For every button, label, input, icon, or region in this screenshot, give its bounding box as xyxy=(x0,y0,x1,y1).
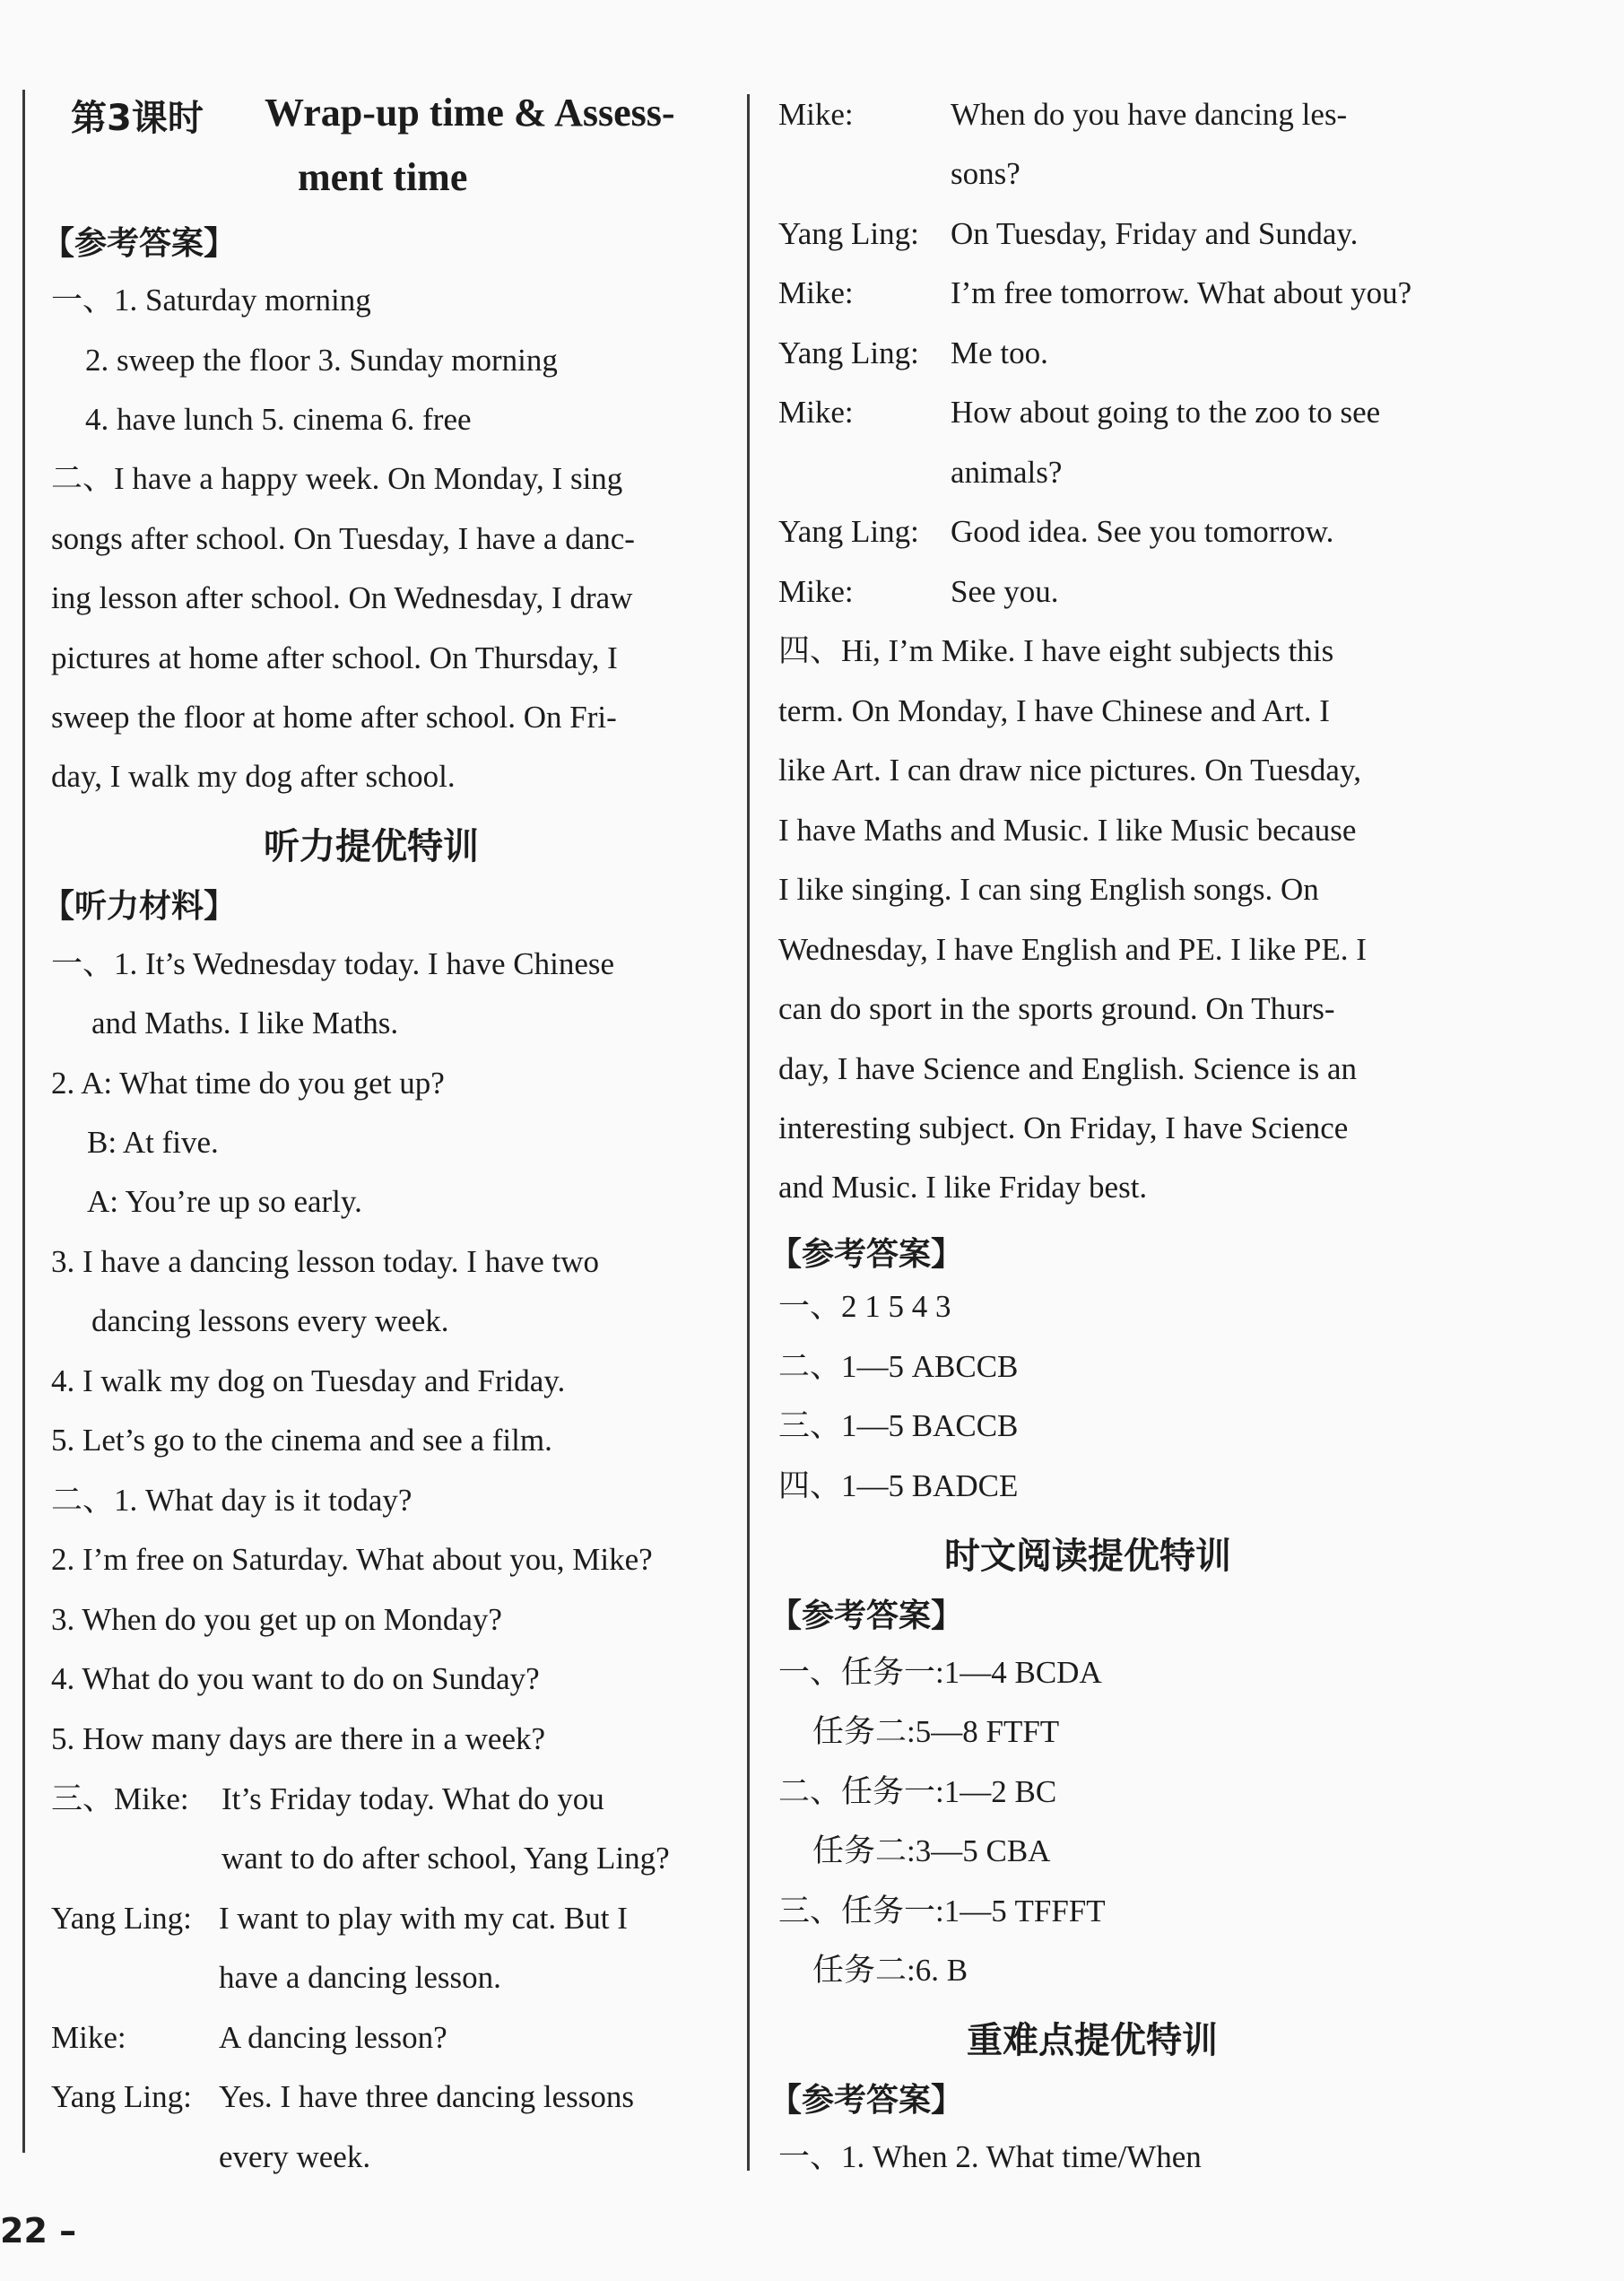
paragraph-line: day, I have Science and English. Science is an xyxy=(778,1051,1358,1086)
lesson-title-line1: Wrap-up time & Assess- xyxy=(265,91,675,135)
speaker-label: Yang Ling: xyxy=(778,514,919,549)
paragraph-line: sweep the floor at home after school. On Fri- xyxy=(51,700,617,735)
listening-line: 2. A: What time do you get up? xyxy=(51,1066,445,1101)
listening-line: 2. I’m free on Saturday. What about you, Mike? xyxy=(51,1542,653,1577)
paragraph-line: like Art. I can draw nice pictures. On Tuesday, xyxy=(778,753,1361,788)
paragraph-line: pictures at home after school. On Thursday, I xyxy=(51,640,618,675)
speaker-label: Yang Ling: xyxy=(778,216,919,251)
dialogue-line: animals? xyxy=(951,455,1063,490)
dialogue-text: Yes. I have three dancing lessons xyxy=(219,2079,635,2114)
paragraph-line: I like singing. I can sing English songs. On xyxy=(778,872,1319,907)
speaker-label: Yang Ling: xyxy=(778,335,919,370)
paragraph-line: term. On Monday, I have Chinese and Art. I xyxy=(778,693,1330,728)
lesson-title-line2: ment time xyxy=(298,155,468,199)
key-points-answers-heading: 【参考答案】 xyxy=(769,2082,964,2119)
dialogue-text: How about going to the zoo to see xyxy=(951,395,1381,430)
answer-line: 四、1—5 BADCE xyxy=(778,1468,1019,1503)
speaker-label: Mike: xyxy=(778,97,854,132)
dialogue-text: I want to play with my cat. But I xyxy=(219,1901,628,1936)
paragraph-line: ing lesson after school. On Wednesday, I draw xyxy=(51,580,633,615)
answer-line: 三、1—5 BACCB xyxy=(778,1408,1019,1443)
listening-heading: 【听力材料】 xyxy=(42,888,237,925)
paragraph-line: I have Maths and Music. I like Music because xyxy=(778,813,1357,848)
reading-section-title: 时文阅读提优特训 xyxy=(944,1536,1231,1577)
dialogue-text: When do you have dancing les- xyxy=(951,97,1348,132)
paragraph-line: day, I walk my dog after school. xyxy=(51,759,456,794)
answer-line: 二、任务一:1—2 BC xyxy=(778,1774,1057,1809)
answer-line: 任务二:6. B xyxy=(812,1953,968,1988)
reading-answers-heading: 【参考答案】 xyxy=(769,1598,964,1634)
column-divider xyxy=(747,94,750,2171)
listening-line: B: At five. xyxy=(87,1125,219,1160)
listening-line: 4. I walk my dog on Tuesday and Friday. xyxy=(51,1363,566,1398)
key-points-section-title: 重难点提优特训 xyxy=(967,2020,1218,2061)
answer-line: 二、1—5 ABCCB xyxy=(778,1349,1019,1384)
answer-line: 三、任务一:1—5 TFFFT xyxy=(778,1894,1106,1928)
dialogue-text: A dancing lesson? xyxy=(219,2020,447,2055)
paragraph-line: can do sport in the sports ground. On Thurs- xyxy=(778,991,1335,1026)
paragraph-line: 二、I have a happy week. On Monday, I sing xyxy=(51,461,623,496)
answer-line: 一、任务一:1—4 BCDA xyxy=(778,1655,1102,1690)
speaker-label: Mike: xyxy=(778,275,854,310)
dialogue-line: have a dancing lesson. xyxy=(219,1960,501,1995)
answer-line: 任务二:3—5 CBA xyxy=(812,1833,1051,1868)
answer-line: 一、2 1 5 4 3 xyxy=(778,1289,951,1324)
listening-line: 3. I have a dancing lesson today. I have two xyxy=(51,1244,600,1279)
speaker-label: Mike: xyxy=(778,395,854,430)
answers-heading: 【参考答案】 xyxy=(769,1236,964,1273)
listening-line: 5. How many days are there in a week? xyxy=(51,1721,546,1756)
page-number: 22 – xyxy=(0,2211,77,2251)
listening-line: dancing lessons every week. xyxy=(91,1303,449,1338)
answer-line: 一、1. Saturday morning xyxy=(51,283,371,318)
answer-line: 任务二:5—8 FTFT xyxy=(812,1714,1060,1749)
speaker-label: Mike: xyxy=(778,574,854,609)
paragraph-line: Wednesday, I have English and PE. I like PE. I xyxy=(778,932,1367,967)
speaker-label: Yang Ling: xyxy=(51,2079,192,2114)
paragraph-line: interesting subject. On Friday, I have Science xyxy=(778,1110,1349,1145)
listening-line: 一、1. It’s Wednesday today. I have Chinese xyxy=(51,946,615,981)
listening-line: 二、1. What day is it today? xyxy=(51,1483,413,1518)
dialogue-text: On Tuesday, Friday and Sunday. xyxy=(951,216,1359,251)
dialogue-text: Good idea. See you tomorrow. xyxy=(951,514,1334,549)
listening-line: 5. Let’s go to the cinema and see a film. xyxy=(51,1423,552,1458)
speaker-label: 三、Mike: xyxy=(51,1781,189,1816)
speaker-label: Yang Ling: xyxy=(51,1901,192,1936)
paragraph-line: and Music. I like Friday best. xyxy=(778,1170,1148,1205)
dialogue-line: every week. xyxy=(219,2139,371,2174)
listening-line: 3. When do you get up on Monday? xyxy=(51,1602,502,1637)
answers-heading: 【参考答案】 xyxy=(42,225,237,262)
listening-line: and Maths. I like Maths. xyxy=(91,1006,399,1040)
dialogue-text: I’m free tomorrow. What about you? xyxy=(951,275,1412,310)
answer-line: 2. sweep the floor 3. Sunday morning xyxy=(85,343,558,378)
dialogue-text: It’s Friday today. What do you xyxy=(221,1781,604,1816)
listening-section-title: 听力提优特训 xyxy=(264,826,479,867)
dialogue-line: want to do after school, Yang Ling? xyxy=(221,1841,670,1876)
paragraph-line: songs after school. On Tuesday, I have a danc- xyxy=(51,521,635,556)
dialogue-text: Me too. xyxy=(951,335,1048,370)
dialogue-line: sons? xyxy=(951,156,1020,191)
answer-line: 4. have lunch 5. cinema 6. free xyxy=(85,402,472,437)
speaker-label: Mike: xyxy=(51,2020,126,2055)
listening-line: A: You’re up so early. xyxy=(87,1184,362,1219)
paragraph-line: 四、Hi, I’m Mike. I have eight subjects this xyxy=(778,633,1334,668)
left-margin-rule xyxy=(22,90,25,2153)
lesson-label: 第3课时 xyxy=(71,98,204,139)
answer-line: 一、1. When 2. What time/When xyxy=(778,2139,1202,2174)
listening-line: 4. What do you want to do on Sunday? xyxy=(51,1661,540,1696)
dialogue-text: See you. xyxy=(951,574,1059,609)
